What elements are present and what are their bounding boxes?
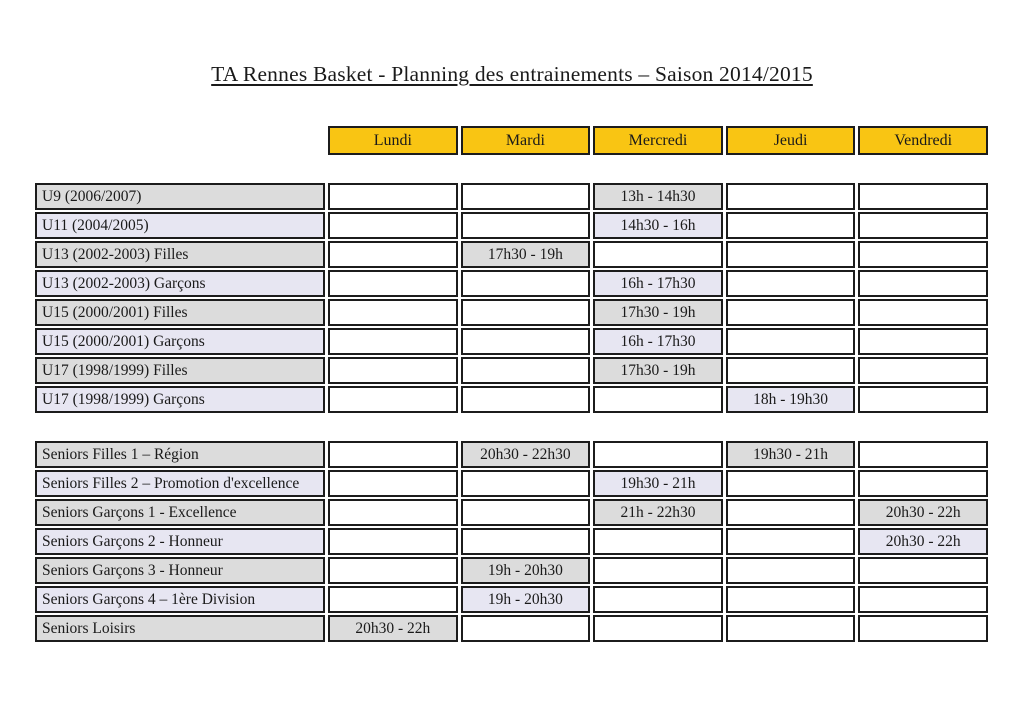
day-header-lundi: Lundi xyxy=(328,126,458,155)
time-slot-lundi xyxy=(328,299,458,326)
time-slot-lundi: 20h30 - 22h xyxy=(328,615,458,642)
time-slot-mercredi: 14h30 - 16h xyxy=(593,212,723,239)
time-slot-vendredi xyxy=(858,212,988,239)
time-slot-mardi xyxy=(461,183,591,210)
table-row xyxy=(35,441,988,468)
time-slot-vendredi xyxy=(858,386,988,413)
time-slot-lundi xyxy=(328,528,458,555)
time-slot-lundi xyxy=(328,557,458,584)
time-slot-lundi xyxy=(328,270,458,297)
time-slot-vendredi xyxy=(858,270,988,297)
table-row xyxy=(35,499,988,526)
time-slot-mercredi: 16h - 17h30 xyxy=(593,270,723,297)
time-slot-mardi xyxy=(461,615,591,642)
time-slot-vendredi: 20h30 - 22h xyxy=(858,499,988,526)
day-header-mercredi: Mercredi xyxy=(593,126,723,155)
category-label: Seniors Garçons 1 - Excellence xyxy=(35,499,325,526)
time-slot-mardi xyxy=(461,528,591,555)
time-slot-mardi xyxy=(461,386,591,413)
time-slot-lundi xyxy=(328,183,458,210)
time-slot-jeudi xyxy=(726,499,856,526)
time-slot-mercredi xyxy=(593,386,723,413)
time-slot-jeudi xyxy=(726,357,856,384)
time-slot-mardi xyxy=(461,299,591,326)
time-slot-jeudi xyxy=(726,328,856,355)
category-label: Seniors Garçons 4 – 1ère Division xyxy=(35,586,325,613)
day-header-jeudi: Jeudi xyxy=(726,126,856,155)
time-slot-mercredi: 13h - 14h30 xyxy=(593,183,723,210)
category-label: Seniors Loisirs xyxy=(35,615,325,642)
time-slot-mercredi: 17h30 - 19h xyxy=(593,357,723,384)
table-row xyxy=(35,386,988,413)
schedule-table-seniors xyxy=(35,441,988,644)
table-row xyxy=(35,470,988,497)
time-slot-mercredi xyxy=(593,615,723,642)
category-label: U13 (2002-2003) Filles xyxy=(35,241,325,268)
day-header-vendredi: Vendredi xyxy=(858,126,988,155)
time-slot-mardi xyxy=(461,357,591,384)
time-slot-mardi xyxy=(461,328,591,355)
time-slot-vendredi xyxy=(858,557,988,584)
time-slot-mercredi xyxy=(593,528,723,555)
time-slot-mardi: 19h - 20h30 xyxy=(461,557,591,584)
time-slot-mardi xyxy=(461,212,591,239)
time-slot-mercredi xyxy=(593,557,723,584)
time-slot-vendredi xyxy=(858,241,988,268)
table-row xyxy=(35,557,988,584)
category-label: Seniors Garçons 2 - Honneur xyxy=(35,528,325,555)
category-label: U9 (2006/2007) xyxy=(35,183,325,210)
time-slot-lundi xyxy=(328,328,458,355)
category-label: U17 (1998/1999) Filles xyxy=(35,357,325,384)
table-row xyxy=(35,586,988,613)
table-row xyxy=(35,357,988,384)
time-slot-mercredi: 17h30 - 19h xyxy=(593,299,723,326)
time-slot-mardi: 20h30 - 22h30 xyxy=(461,441,591,468)
time-slot-jeudi xyxy=(726,470,856,497)
time-slot-mardi: 19h - 20h30 xyxy=(461,586,591,613)
time-slot-lundi xyxy=(328,386,458,413)
time-slot-jeudi xyxy=(726,299,856,326)
time-slot-mardi xyxy=(461,270,591,297)
time-slot-lundi xyxy=(328,441,458,468)
time-slot-vendredi xyxy=(858,299,988,326)
category-label: U13 (2002-2003) Garçons xyxy=(35,270,325,297)
time-slot-jeudi: 18h - 19h30 xyxy=(726,386,856,413)
category-label: U11 (2004/2005) xyxy=(35,212,325,239)
time-slot-jeudi xyxy=(726,557,856,584)
time-slot-jeudi xyxy=(726,528,856,555)
table-row xyxy=(35,615,988,642)
time-slot-lundi xyxy=(328,586,458,613)
time-slot-mercredi: 21h - 22h30 xyxy=(593,499,723,526)
schedule-table-youth xyxy=(35,183,988,415)
table-row xyxy=(35,328,988,355)
time-slot-mercredi: 19h30 - 21h xyxy=(593,470,723,497)
time-slot-vendredi xyxy=(858,357,988,384)
time-slot-mercredi xyxy=(593,241,723,268)
table-row xyxy=(35,212,988,239)
time-slot-jeudi xyxy=(726,615,856,642)
table-row xyxy=(35,299,988,326)
time-slot-jeudi xyxy=(726,270,856,297)
time-slot-vendredi xyxy=(858,470,988,497)
category-label: U17 (1998/1999) Garçons xyxy=(35,386,325,413)
time-slot-jeudi xyxy=(726,212,856,239)
table-row xyxy=(35,241,988,268)
table-row xyxy=(35,183,988,210)
time-slot-lundi xyxy=(328,470,458,497)
page-title: TA Rennes Basket - Planning des entrainements – Saison 2014/2015 xyxy=(211,62,813,86)
category-label: U15 (2000/2001) Filles xyxy=(35,299,325,326)
time-slot-mercredi xyxy=(593,441,723,468)
time-slot-jeudi xyxy=(726,183,856,210)
day-header-mardi: Mardi xyxy=(461,126,591,155)
time-slot-mercredi: 16h - 17h30 xyxy=(593,328,723,355)
time-slot-vendredi xyxy=(858,441,988,468)
category-label: Seniors Filles 1 – Région xyxy=(35,441,325,468)
category-label: Seniors Filles 2 – Promotion d'excellence xyxy=(35,470,325,497)
time-slot-jeudi xyxy=(726,241,856,268)
table-row xyxy=(35,270,988,297)
time-slot-vendredi xyxy=(858,183,988,210)
time-slot-mardi xyxy=(461,470,591,497)
time-slot-vendredi xyxy=(858,615,988,642)
time-slot-lundi xyxy=(328,212,458,239)
time-slot-lundi xyxy=(328,357,458,384)
category-label: Seniors Garçons 3 - Honneur xyxy=(35,557,325,584)
time-slot-mardi: 17h30 - 19h xyxy=(461,241,591,268)
time-slot-jeudi xyxy=(726,586,856,613)
time-slot-vendredi xyxy=(858,328,988,355)
day-header-row xyxy=(328,126,988,155)
time-slot-vendredi xyxy=(858,586,988,613)
time-slot-vendredi: 20h30 - 22h xyxy=(858,528,988,555)
time-slot-lundi xyxy=(328,241,458,268)
time-slot-mercredi xyxy=(593,586,723,613)
time-slot-lundi xyxy=(328,499,458,526)
category-label: U15 (2000/2001) Garçons xyxy=(35,328,325,355)
time-slot-jeudi: 19h30 - 21h xyxy=(726,441,856,468)
time-slot-mardi xyxy=(461,499,591,526)
table-row xyxy=(35,528,988,555)
